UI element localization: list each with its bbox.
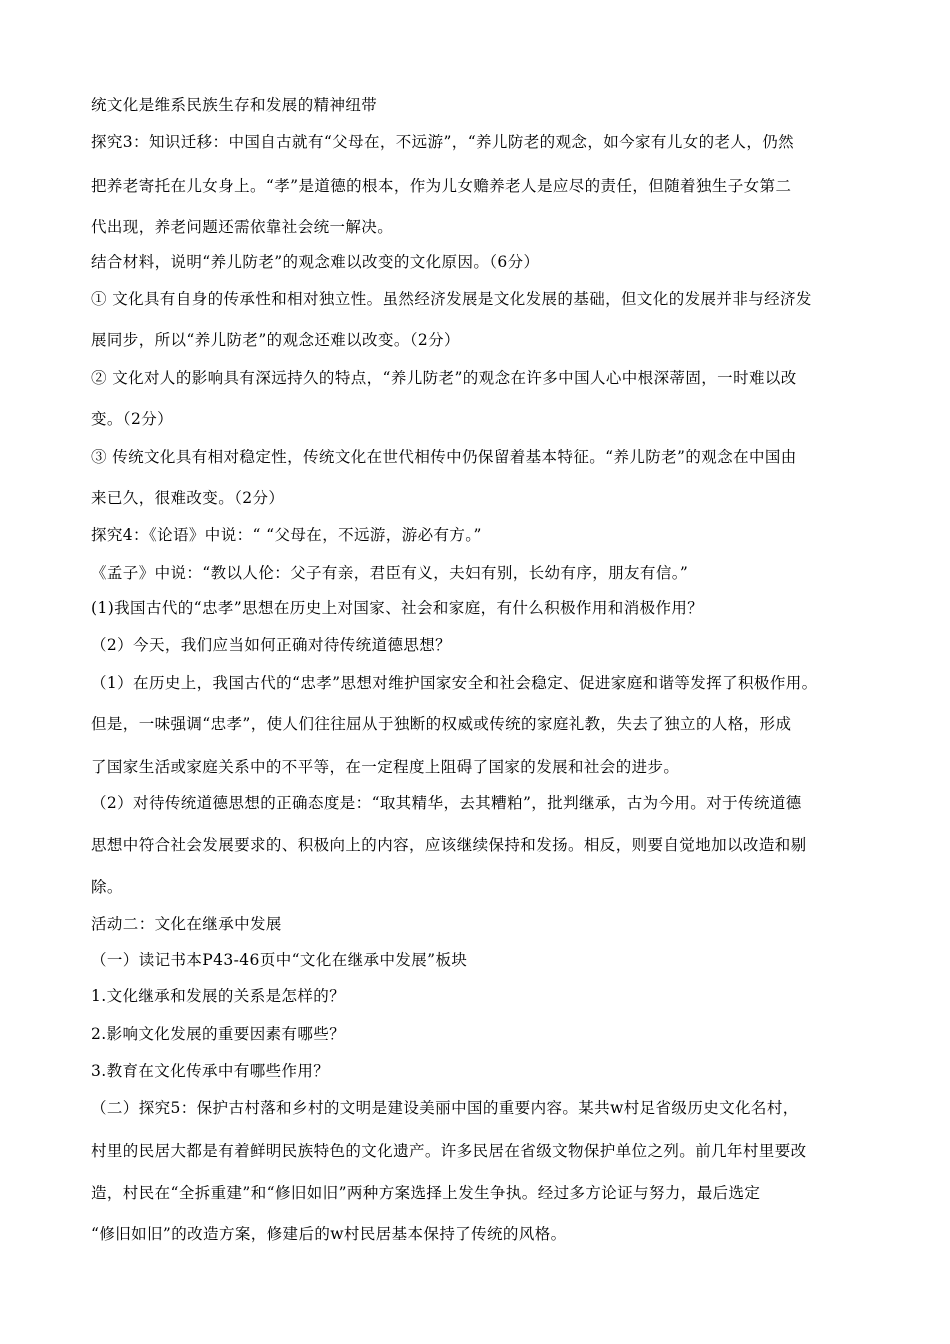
text-line: （2）今天，我们应当如何正确对待传统道德思想？ — [91, 636, 452, 654]
text-line: 探究4：《论语》中说：“ “父母在，不远游，游必有方。” — [91, 526, 482, 544]
text-line: 来已久，很难改变。（2分） — [91, 489, 285, 507]
text-line: 统文化是维系民族生存和发展的精神纽带 — [91, 96, 378, 114]
text-line: 代出现，养老问题还需依靠社会统一解决。 — [91, 218, 394, 236]
text-line: 思想中符合社会发展要求的、积极向上的内容，应该继续保持和发扬。相反，则要自觉地加以改造和剔 — [91, 836, 807, 854]
text-line: 展同步，所以“养儿防老”的观念还难以改变。（2分） — [91, 331, 460, 349]
text-line: 把养老寄托在儿女身上。“孝”是道德的根本，作为儿女赡养老人是应尽的责任，但随着独生子女第二 — [91, 177, 792, 195]
text-line: 了国家生活或家庭关系中的不平等，在一定程度上阻碍了国家的发展和社会的进步。 — [91, 758, 680, 776]
text-line: ② 文化对人的影响具有深远持久的特点，“养儿防老”的观念在许多中国人心中根深蒂固，一时难以改 — [91, 369, 797, 387]
text-line: 村里的民居大都是有着鲜明民族特色的文化遗产。许多民居在省级文物保护单位之列。前几年村里要改 — [91, 1142, 807, 1160]
text-line: ③ 传统文化具有相对稳定性，传统文化在世代相传中仍保留着基本特征。“养儿防老”的观念在中国由 — [91, 448, 797, 466]
text-line: 2.影响文化发展的重要因素有哪些？ — [91, 1025, 346, 1043]
text-line: 《孟子》中说：“教以人伦：父子有亲，君臣有义，夫妇有别，长幼有序，朋友有信。” — [91, 564, 689, 582]
text-line: 结合材料，说明“养儿防老”的观念难以改变的文化原因。（6分） — [91, 253, 540, 271]
text-line: （二）探究5：保护古村落和乡村的文明是建设美丽中国的重要内容。某共w村足省级历史文化名村， — [91, 1099, 799, 1117]
text-line: 1.文化继承和发展的关系是怎样的？ — [91, 987, 346, 1005]
section-heading: 活动二：文化在继承中发展 — [91, 915, 282, 933]
text-line: “修旧如旧”的改造方案，修建后的w村民居基本保持了传统的风格。 — [91, 1225, 567, 1243]
text-line: （1）在历史上，我国古代的“忠孝”思想对维护国家安全和社会稳定、促进家庭和谐等发挥了积极作用。 — [91, 674, 818, 692]
text-line: 除。 — [91, 878, 123, 896]
text-line: 但是，一味强调“忠孝”，使人们往往屈从于独断的权威或传统的家庭礼教，失去了独立的人格，形成 — [91, 715, 792, 733]
text-line: 探究3：知识迁移：中国自古就有“父母在，不远游”，“养儿防老的观念，如今家有儿女的老人，仍然 — [91, 133, 795, 151]
text-line: 3.教育在文化传承中有哪些作用？ — [91, 1062, 330, 1080]
text-line: 变。（2分） — [91, 410, 174, 428]
text-line: （一）读记书本P43-46页中“文化在继承中发展”板块 — [91, 951, 468, 969]
text-line: 造，村民在“全拆重建”和“修旧如旧”两种方案选择上发生争执。经过多方论证与努力，最后选定 — [91, 1184, 761, 1202]
text-line: ① 文化具有自身的传承性和相对独立性。虽然经济发展是文化发展的基础，但文化的发展并非与经济发 — [91, 290, 812, 308]
text-line: (1)我国古代的“忠孝”思想在历史上对国家、社会和家庭，有什么积极作用和消极作用？ — [91, 599, 704, 617]
text-line: （2）对待传统道德思想的正确态度是：“取其精华，去其糟粕”，批判继承，古为今用。对于传统道德 — [91, 794, 802, 812]
